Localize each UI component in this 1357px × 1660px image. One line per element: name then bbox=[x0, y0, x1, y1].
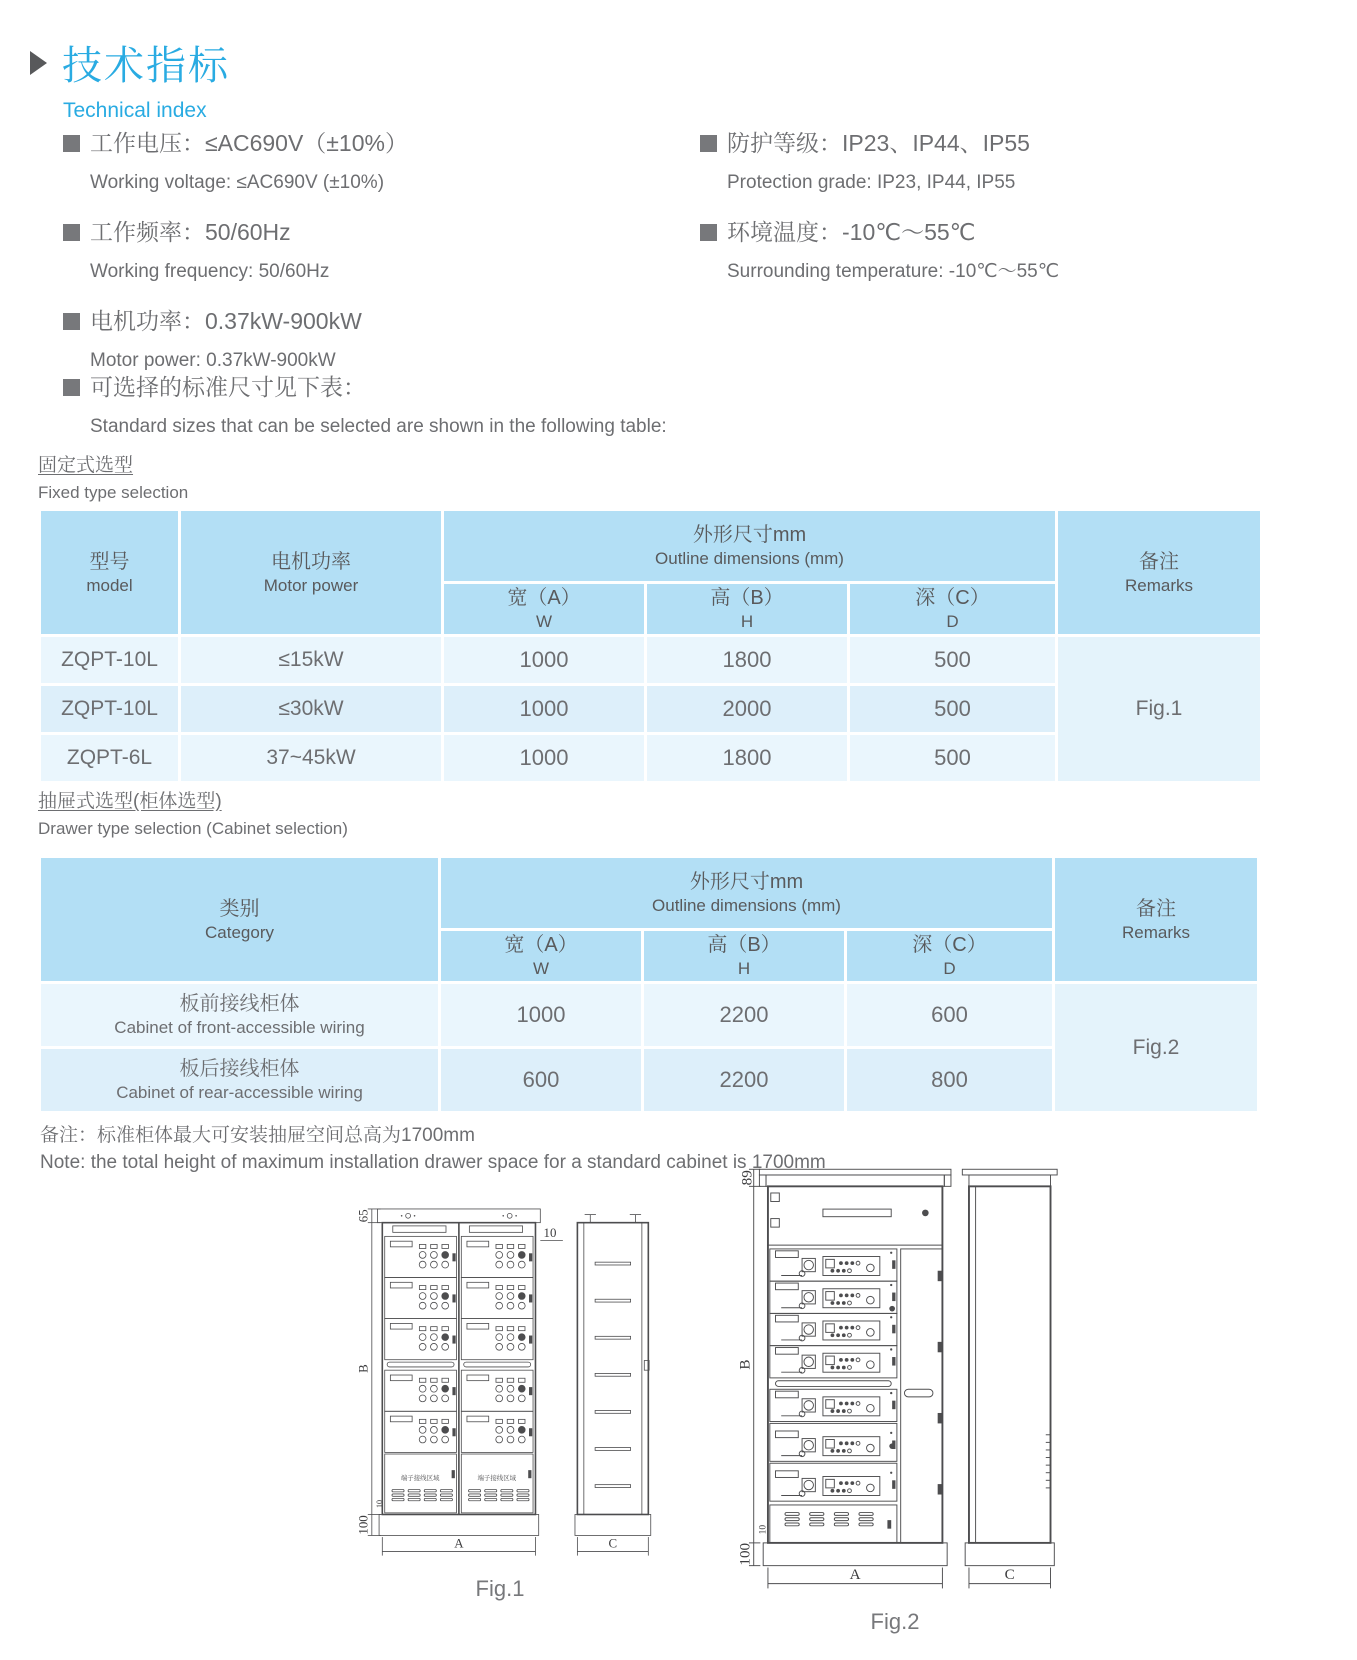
spec-zh-text: 可选择的标准尺寸见下表： bbox=[90, 374, 366, 400]
category-zh: 板后接线柜体 bbox=[179, 1058, 300, 1080]
table-row bbox=[41, 984, 1257, 1046]
spec-zh-text: 工作频率：50/60Hz bbox=[90, 219, 291, 245]
bullet-square-icon bbox=[700, 224, 717, 241]
figure-2 bbox=[726, 1156, 1064, 1635]
col-header-width bbox=[441, 931, 641, 981]
cell-depth: 500 bbox=[850, 686, 1055, 732]
header-zh: 电机功率 bbox=[271, 550, 351, 573]
header-zh: 深（C） bbox=[915, 587, 990, 609]
spec-en-text: Working voltage: ≤AC690V (±10%) bbox=[90, 172, 385, 193]
header-en: Outline dimensions (mm) bbox=[652, 896, 841, 915]
cell-height: 2200 bbox=[644, 984, 844, 1046]
fig2-front-view bbox=[737, 1169, 951, 1588]
cell-width: 1000 bbox=[444, 735, 644, 781]
cell-width: 1000 bbox=[444, 637, 644, 683]
fig2-caption: Fig.2 bbox=[870, 1608, 920, 1634]
bullet-square-icon bbox=[63, 135, 80, 152]
fig1-front-view bbox=[356, 1209, 562, 1556]
header-en: Outline dimensions (mm) bbox=[655, 549, 844, 568]
note-en: Note: the total height of maximum installation drawer space for a standard cabinet is 1700mm bbox=[40, 1152, 826, 1173]
fig1-side-view bbox=[575, 1215, 651, 1556]
note-block bbox=[40, 1122, 826, 1176]
spec-zh-text: 环境温度：-10℃～55℃ bbox=[727, 219, 976, 245]
bullet-square-icon bbox=[700, 135, 717, 152]
header-en: W bbox=[532, 959, 550, 978]
specs-left-column bbox=[63, 128, 408, 395]
spec-motor-power bbox=[63, 306, 408, 373]
cell-depth: 500 bbox=[850, 637, 1055, 683]
header-zh: 深（C） bbox=[912, 934, 987, 956]
col-header-depth bbox=[850, 584, 1055, 634]
section-title-zh: 抽屉式选型(柜体选型) bbox=[38, 791, 222, 812]
note-zh: 备注：标准柜体最大可安装抽屉空间总高为1700mm bbox=[40, 1125, 475, 1146]
cell-width: 1000 bbox=[441, 984, 641, 1046]
header-en: D bbox=[943, 959, 956, 978]
header-zh: 宽（A） bbox=[507, 587, 581, 609]
page-title: 技术指标 bbox=[62, 44, 230, 88]
header-zh: 外形尺寸mm bbox=[689, 871, 804, 893]
fixed-type-table bbox=[38, 508, 1263, 784]
cell-category bbox=[41, 984, 438, 1046]
cell-height: 1800 bbox=[647, 735, 847, 781]
header-zh: 型号 bbox=[89, 550, 130, 573]
cell-depth: 500 bbox=[850, 735, 1055, 781]
cell-model: ZQPT-6L bbox=[41, 735, 178, 781]
header-en: W bbox=[535, 612, 553, 631]
page-subtitle: Technical index bbox=[63, 99, 207, 122]
fig1-caption: Fig.1 bbox=[475, 1575, 525, 1601]
header-zh: 备注 bbox=[1136, 897, 1176, 920]
header-en: Remarks bbox=[1124, 575, 1193, 595]
header-en: Remarks bbox=[1121, 922, 1190, 942]
spec-en-text: Standard sizes that can be selected are shown in the following table: bbox=[90, 416, 667, 437]
dim-label-c: C bbox=[608, 1536, 618, 1551]
cell-remarks-fig1: Fig.1 bbox=[1058, 637, 1260, 781]
header-zh: 宽（A） bbox=[504, 934, 578, 956]
dim-label-c: C bbox=[1004, 1565, 1015, 1583]
table-row bbox=[41, 637, 1260, 683]
header-zh: 类别 bbox=[219, 897, 260, 920]
dim-label-b: B bbox=[736, 1359, 754, 1370]
cell-height: 2000 bbox=[647, 686, 847, 732]
bullet-square-icon bbox=[63, 379, 80, 396]
col-header-motor-power bbox=[181, 511, 441, 634]
spec-protection-grade bbox=[700, 128, 1059, 195]
specs-right-column bbox=[700, 128, 1059, 306]
category-zh: 板前接线柜体 bbox=[179, 993, 300, 1015]
fig2-side-view bbox=[962, 1169, 1057, 1588]
category-en: Cabinet of front-accessible wiring bbox=[114, 1018, 365, 1037]
cell-depth: 800 bbox=[847, 1049, 1052, 1111]
dim-label-100: 100 bbox=[736, 1542, 754, 1566]
spec-zh-text: 防护等级：IP23、IP44、IP55 bbox=[727, 130, 1030, 156]
fig1-drawing bbox=[342, 1188, 658, 1567]
header-en: model bbox=[86, 575, 133, 595]
header-zh: 备注 bbox=[1139, 550, 1179, 573]
spec-working-frequency bbox=[63, 217, 408, 284]
section-title-zh: 固定式选型 bbox=[38, 455, 134, 476]
dim-label-100: 100 bbox=[356, 1515, 371, 1535]
dim-label-10-vent: 10 bbox=[374, 1499, 384, 1509]
arrow-right-icon bbox=[30, 51, 47, 75]
title-block bbox=[30, 34, 230, 123]
cell-model: ZQPT-10L bbox=[41, 637, 178, 683]
spec-working-voltage bbox=[63, 128, 408, 195]
cell-remarks-fig2: Fig.2 bbox=[1055, 984, 1257, 1111]
cell-category bbox=[41, 1049, 438, 1111]
bullet-square-icon bbox=[63, 224, 80, 241]
section-title-en: Fixed type selection bbox=[38, 483, 189, 502]
col-header-height bbox=[647, 584, 847, 634]
drawer-type-table bbox=[38, 855, 1260, 1114]
cell-width: 1000 bbox=[444, 686, 644, 732]
col-header-remarks bbox=[1055, 858, 1257, 981]
bullet-square-icon bbox=[63, 313, 80, 330]
dim-label-10-vent: 10 bbox=[758, 1524, 769, 1535]
header-en: H bbox=[740, 612, 754, 631]
category-en: Cabinet of rear-accessible wiring bbox=[116, 1083, 363, 1102]
col-header-model bbox=[41, 511, 178, 634]
section-fixed-type bbox=[38, 450, 188, 503]
header-en: Category bbox=[205, 922, 274, 942]
cell-power: 37~45kW bbox=[181, 735, 441, 781]
cell-height: 2200 bbox=[644, 1049, 844, 1111]
col-header-outline-dimensions bbox=[444, 511, 1055, 581]
dim-label-a: A bbox=[454, 1536, 464, 1551]
dim-label-65: 65 bbox=[356, 1209, 371, 1223]
spec-en-text: Surrounding temperature: -10℃～55℃ bbox=[727, 261, 1060, 282]
header-zh: 外形尺寸mm bbox=[692, 524, 807, 546]
cell-height: 1800 bbox=[647, 637, 847, 683]
cell-model: ZQPT-10L bbox=[41, 686, 178, 732]
spec-en-text: Protection grade: IP23, IP44, IP55 bbox=[727, 172, 1016, 193]
header-zh: 高（B） bbox=[710, 587, 784, 609]
header-en: H bbox=[737, 959, 751, 978]
spec-surrounding-temperature bbox=[700, 217, 1059, 284]
spec-en-text: Motor power: 0.37kW-900kW bbox=[90, 350, 336, 371]
section-title-en: Drawer type selection (Cabinet selection) bbox=[38, 819, 348, 838]
header-en: D bbox=[946, 612, 959, 631]
dim-label-89: 89 bbox=[738, 1170, 756, 1186]
dim-label-10-top: 10 bbox=[543, 1226, 557, 1241]
cell-width: 600 bbox=[441, 1049, 641, 1111]
spec-zh-text: 电机功率：0.37kW-900kW bbox=[90, 308, 362, 334]
col-header-remarks bbox=[1058, 511, 1260, 634]
cell-power: ≤30kW bbox=[181, 686, 441, 732]
terminal-area-label: 端子接线区域 bbox=[400, 1474, 440, 1482]
spec-zh-text: 工作电压：≤AC690V（±10%） bbox=[90, 130, 408, 156]
col-header-depth bbox=[847, 931, 1052, 981]
col-header-width bbox=[444, 584, 644, 634]
col-header-outline-dimensions bbox=[441, 858, 1052, 928]
dim-label-a: A bbox=[849, 1565, 861, 1583]
col-header-height bbox=[644, 931, 844, 981]
spec-standard-sizes-intro bbox=[63, 372, 667, 439]
cell-depth: 600 bbox=[847, 984, 1052, 1046]
col-header-category bbox=[41, 858, 438, 981]
terminal-area-label: 端子接线区域 bbox=[477, 1474, 517, 1482]
header-en: Motor power bbox=[263, 575, 359, 595]
header-zh: 高（B） bbox=[707, 934, 781, 956]
spec-en-text: Working frequency: 50/60Hz bbox=[90, 261, 330, 282]
figure-1 bbox=[340, 1188, 660, 1602]
fig2-drawing bbox=[730, 1156, 1060, 1600]
cell-power: ≤15kW bbox=[181, 637, 441, 683]
section-drawer-type bbox=[38, 786, 348, 839]
dim-label-b: B bbox=[356, 1364, 371, 1373]
